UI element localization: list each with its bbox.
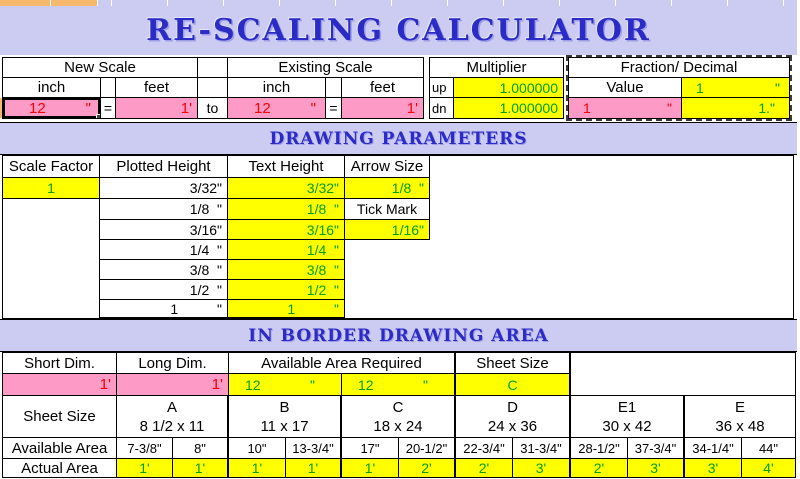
- available-required-header: Available Area Required: [229, 353, 456, 374]
- existing-scale-inch-value: 12: [254, 99, 271, 117]
- sheet-name: A: [166, 398, 177, 416]
- long-dim-header: Long Dim.: [117, 353, 229, 374]
- plotted-height-cell[interactable]: 3/8 ": [100, 260, 228, 280]
- long-dim-value[interactable]: 1': [117, 374, 229, 396]
- available-area-cell: 8": [173, 438, 229, 459]
- arrow-size-cell[interactable]: 1/8 ": [345, 178, 430, 199]
- sheet-name: D: [507, 398, 518, 416]
- sheet-size-header: Sheet Size: [456, 353, 571, 374]
- actual-area-label: Actual Area: [3, 459, 117, 478]
- parameters-table: [2, 155, 430, 318]
- multiplier-up-value[interactable]: 1.000000: [454, 78, 564, 98]
- sheet-size-label: Sheet Size: [3, 396, 117, 438]
- actual-area-cell: 1': [173, 459, 229, 478]
- fraction-value: 1: [696, 79, 704, 96]
- existing-scale-feet-cell[interactable]: 1': [342, 98, 424, 119]
- text-height-cell[interactable]: 3/8 ": [228, 260, 345, 280]
- existing-scale-inch-unit: ": [310, 99, 316, 117]
- in-border-title: IN BORDER DRAWING AREA: [248, 325, 549, 346]
- sheet-group-d: [456, 396, 571, 438]
- required-width-value: 12: [245, 376, 261, 393]
- actual-area-cell: 1': [229, 459, 286, 478]
- required-width-cell[interactable]: [229, 374, 342, 396]
- plotted-height-cell[interactable]: 1/8 ": [100, 199, 228, 220]
- plotted-height-header: Plotted Height: [100, 156, 228, 178]
- page-title: RE-SCALING CALCULATOR: [146, 13, 651, 48]
- text-height-cell[interactable]: 3/32": [228, 178, 345, 199]
- empty-cell: [198, 58, 228, 78]
- fraction-decimal-block: [566, 55, 792, 121]
- empty-cell: [345, 300, 430, 318]
- sheet-dims: 30 x 42: [602, 417, 652, 435]
- actual-area-cell: 3': [628, 459, 685, 478]
- actual-area-cell: 1': [342, 459, 399, 478]
- plotted-height-cell[interactable]: 3/16": [100, 220, 228, 240]
- plotted-height-cell[interactable]: 3/32": [100, 178, 228, 199]
- existing-scale-header: Existing Scale: [228, 58, 424, 78]
- required-height-unit: ": [423, 376, 428, 393]
- plotted-height-cell[interactable]: 1/2 ": [100, 280, 228, 300]
- plotted-height-cell[interactable]: 1/4 ": [100, 240, 228, 260]
- fraction-decimal-header: Fraction/ Decimal: [569, 58, 790, 78]
- arrow-size-cell[interactable]: 1/16": [345, 220, 430, 240]
- in-border-banner: [0, 319, 797, 352]
- existing-feet-header: feet: [342, 78, 424, 98]
- arrow-size-cell[interactable]: Tick Mark: [345, 199, 430, 220]
- multiplier-up-label: up: [430, 78, 454, 98]
- fraction-value-cell[interactable]: [682, 78, 790, 98]
- text-height-cell[interactable]: 1/4 ": [228, 240, 345, 260]
- scale-factor-value[interactable]: 1: [3, 178, 100, 199]
- sheet-dims: 36 x 48: [715, 417, 765, 435]
- equals-sign: =: [326, 98, 342, 119]
- existing-scale-inch-cell[interactable]: [228, 98, 326, 119]
- drawing-parameters-title: DRAWING PARAMETERS: [269, 128, 528, 149]
- text-height-cell[interactable]: 1/8 ": [228, 199, 345, 220]
- sheet-group-e1: [571, 396, 685, 438]
- sheet-size-value[interactable]: C: [456, 374, 571, 396]
- sheet-group-b: [229, 396, 342, 438]
- sheet-name: E1: [617, 398, 637, 416]
- new-scale-inch-value: 12: [29, 99, 46, 117]
- sheet-name: C: [392, 398, 404, 416]
- empty-cell: [101, 78, 116, 98]
- arrow-size-header: Arrow Size: [345, 156, 430, 178]
- fraction-unit: ": [775, 79, 780, 96]
- actual-area-cell: 4': [742, 459, 796, 478]
- fraction-input-value: 1: [583, 100, 591, 116]
- sheet-dims: 24 x 36: [487, 417, 538, 435]
- available-area-cell: 17": [342, 438, 399, 459]
- scale-factor-header: Scale Factor: [3, 156, 100, 178]
- actual-area-cell: 2': [571, 459, 628, 478]
- text-height-cell[interactable]: 1 ": [228, 300, 345, 318]
- text-height-cell[interactable]: 1/2 ": [228, 280, 345, 300]
- sheet-group-e: [685, 396, 796, 438]
- equals-sign: =: [101, 98, 116, 119]
- available-area-label: Available Area: [3, 438, 117, 459]
- new-scale-inch-cell[interactable]: [3, 98, 101, 119]
- fraction-decimal-table: [568, 57, 790, 119]
- new-scale-feet-cell[interactable]: 1': [116, 98, 198, 119]
- sheet-dims: 8 1/2 x 11: [139, 417, 205, 435]
- required-width-unit: ": [310, 376, 315, 393]
- available-area-cell: 13-3/4": [286, 438, 342, 459]
- scale-factor-empty-cell: [3, 199, 100, 318]
- empty-cell: [345, 280, 430, 300]
- short-dim-value[interactable]: 1': [3, 374, 117, 396]
- drawing-parameters-area: [2, 155, 794, 319]
- new-scale-header: New Scale: [3, 58, 198, 78]
- sheet-group-a: [117, 396, 229, 438]
- empty-merged-cell: [571, 353, 796, 396]
- available-area-cell: 37-3/4": [628, 438, 685, 459]
- sheet-group-c: [342, 396, 456, 438]
- sheet-dims: 18 x 24: [373, 417, 423, 435]
- empty-cell: [345, 260, 430, 280]
- available-area-cell: 34-1/4": [685, 438, 742, 459]
- available-area-cell: 20-1/2": [399, 438, 456, 459]
- existing-inch-header: inch: [228, 78, 326, 98]
- short-dim-header: Short Dim.: [3, 353, 117, 374]
- sheet-dims: 11 x 17: [260, 417, 309, 435]
- empty-cell: [345, 240, 430, 260]
- multiplier-header: Multiplier: [430, 58, 564, 78]
- plotted-height-cell[interactable]: 1 ": [100, 300, 228, 318]
- new-scale-inch-unit: ": [85, 99, 91, 117]
- multiplier-table: [429, 57, 564, 119]
- available-area-cell: 22-3/4": [456, 438, 513, 459]
- decimal-value-cell[interactable]: 1.": [682, 98, 790, 119]
- available-area-cell: 44": [742, 438, 796, 459]
- drawing-parameters-banner: [0, 122, 797, 155]
- actual-area-cell: 2': [456, 459, 513, 478]
- sheet-name: E: [734, 398, 745, 416]
- text-height-header: Text Height: [228, 156, 345, 178]
- actual-area-cell: 1': [286, 459, 342, 478]
- empty-cell: [198, 78, 228, 98]
- new-feet-header: feet: [116, 78, 198, 98]
- available-area-cell: 31-3/4": [513, 438, 571, 459]
- actual-area-cell: 2': [399, 459, 456, 478]
- required-height-cell[interactable]: [342, 374, 456, 396]
- sheet-name: B: [279, 398, 290, 416]
- fraction-input-cell[interactable]: [569, 98, 682, 119]
- available-area-cell: 28-1/2": [571, 438, 628, 459]
- text-height-cell[interactable]: 3/16": [228, 220, 345, 240]
- to-label: to: [198, 98, 228, 119]
- actual-area-cell: 1': [117, 459, 173, 478]
- scale-table: [2, 57, 424, 119]
- selection-fill-handle[interactable]: [96, 114, 101, 119]
- actual-area-cell: 3': [513, 459, 571, 478]
- value-label: Value: [569, 78, 682, 98]
- border-area-table: [2, 352, 796, 478]
- actual-area-cell: 3': [685, 459, 742, 478]
- multiplier-down-value[interactable]: 1.000000: [454, 98, 564, 119]
- multiplier-down-label: dn: [430, 98, 454, 119]
- title-band: [0, 6, 797, 55]
- available-area-cell: 7-3/8": [117, 438, 173, 459]
- fraction-input-unit: ": [667, 100, 672, 116]
- new-inch-header: inch: [3, 78, 101, 98]
- required-height-value: 12: [358, 376, 374, 393]
- available-area-cell: 10": [229, 438, 286, 459]
- empty-cell: [326, 78, 342, 98]
